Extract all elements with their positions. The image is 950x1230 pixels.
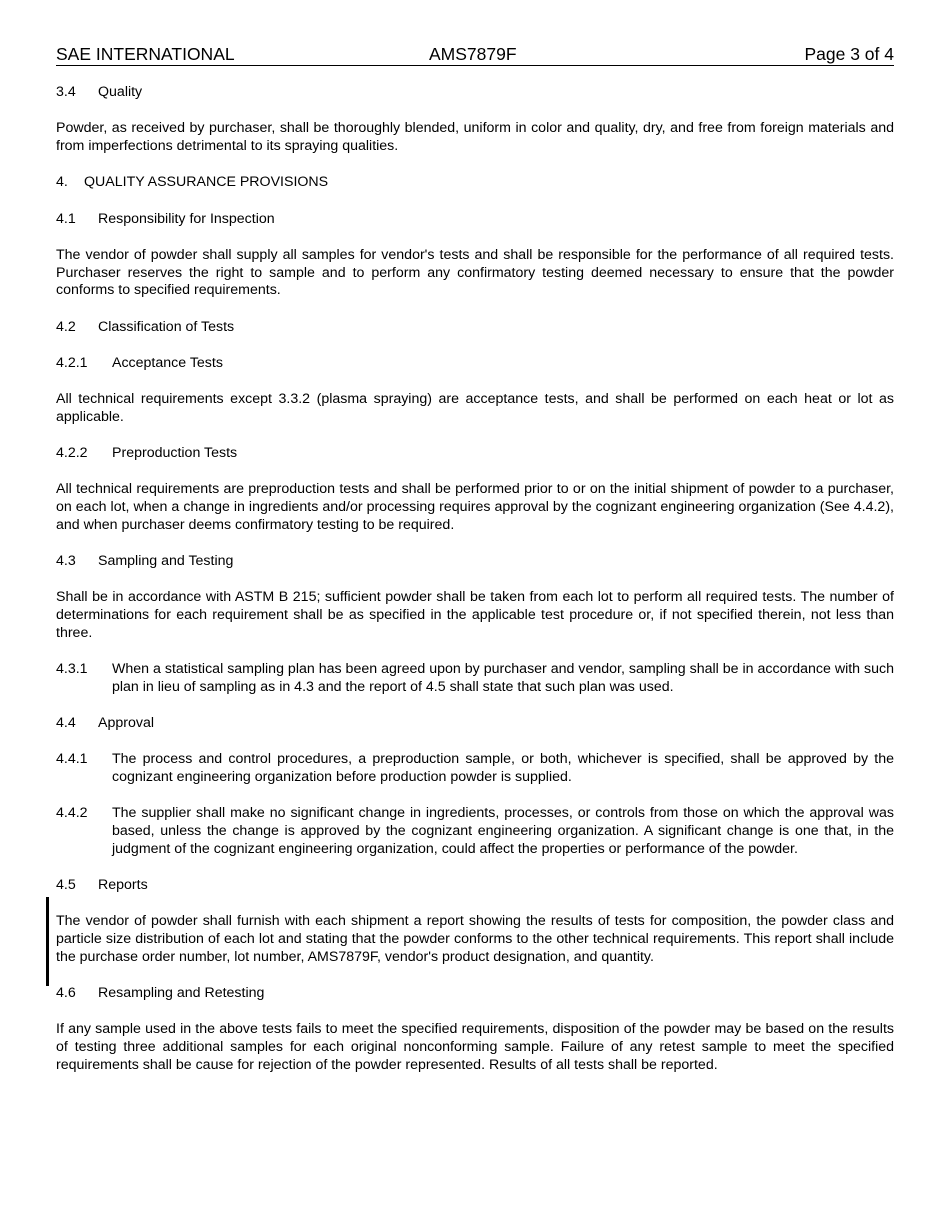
section-title: Responsibility for Inspection: [98, 210, 275, 227]
section-heading-4-1: [56, 211, 894, 229]
section-title: Preproduction Tests: [112, 445, 238, 462]
numbered-item-4-4-1: [56, 751, 894, 786]
numbered-item-4-4-2: [56, 805, 894, 858]
section-heading-4-2-1: [56, 355, 894, 373]
section-number: 4.1: [56, 210, 76, 227]
section-title: Resampling and Retesting: [98, 985, 265, 1002]
section-heading-4-4: [56, 715, 894, 733]
numbered-item-4-3-1: [56, 661, 894, 696]
section-heading-4-2: [56, 319, 894, 337]
paragraph-4-6: If any sample used in the above tests fails to meet the specified requirements, disposition of the powder may be based on the results of testing three additional samples for each original nonconforming sample. Failure of any retest sample to meet the specified requirements shall be cause for rejection of the powder represented. Results of all tests shall be reported.: [56, 1021, 894, 1073]
item-number: 4.4.2: [56, 805, 88, 822]
section-title: Acceptance Tests: [112, 354, 223, 371]
section-number: 4.4: [56, 715, 76, 732]
section-title: Quality: [98, 84, 143, 100]
section-title: QUALITY ASSURANCE PROVISIONS: [84, 174, 329, 191]
section-number: 4.2: [56, 318, 76, 335]
item-text: When a statistical sampling plan has been agreed upon by purchaser and vendor, sampling shall be in accordance with such plan in lieu of sampling as in 4.3 and the report of 4.5 shall state that such plan was used.: [112, 661, 894, 695]
header-organization: SAE INTERNATIONAL: [56, 44, 235, 64]
section-heading-4-2-2: [56, 445, 894, 463]
section-title: Classification of Tests: [98, 318, 235, 335]
paragraph-4-5: The vendor of powder shall furnish with each shipment a report showing the results of tests for composition, the powder class and particle size distribution of each lot and stating that the powder conforms to the other technical requirements. This report shall include the purchase order number, lot number, AMS7879F, vendor's product designation, and quantity.: [56, 913, 894, 965]
section-number: 4.3: [56, 553, 76, 570]
header-document-id: AMS7879F: [429, 44, 517, 64]
section-number: 4.6: [56, 985, 76, 1002]
paragraph-3-4: Powder, as received by purchaser, shall be thoroughly blended, uniform in color and quality, dry, and free from foreign materials and from imperfections detrimental to its spraying qualities.: [56, 120, 894, 154]
section-heading-4-3: [56, 553, 894, 571]
section-title: Reports: [98, 877, 148, 894]
section-number: 3.4: [56, 84, 76, 100]
section-number: 4.2.1: [56, 354, 88, 371]
section-number: 4.2.2: [56, 445, 88, 462]
revision-change-bar: [46, 897, 49, 986]
section-title: Sampling and Testing: [98, 553, 234, 570]
paragraph-4-1: The vendor of powder shall supply all samples for vendor's tests and shall be responsible for the performance of all required tests. Purchaser reserves the right to sample and to perform any confirmatory testing deemed necessary to ensure that the powder conforms to specified requirements.: [56, 246, 894, 299]
header-page-number: Page 3 of 4: [804, 44, 894, 64]
paragraph-4-2-2: All technical requirements are preproduction tests and shall be performed prior to or on the initial shipment of powder to a purchaser, on each lot, when a change in ingredients and/or processing requires approval by the cognizant engineering organization (See 4.4.2), and when purchaser deems confirmatory testing to be required.: [56, 481, 894, 533]
paragraph-4-2-1: All technical requirements except 3.3.2 (plasma spraying) are acceptance tests, and shall be performed on each heat or lot as applicable.: [56, 391, 894, 425]
item-text: The supplier shall make no significant change in ingredients, processes, or controls from those on which the approval was based, unless the change is approved by the cognizant engineering organization. A significant change is one that, in the judgment of the cognizant engineering organization, could affect the properties or performance of the powder.: [112, 805, 894, 857]
section-number: 4.: [56, 174, 68, 191]
section-heading-4: [56, 174, 894, 192]
section-heading-3-4: [56, 84, 894, 102]
document-body: [56, 84, 894, 1093]
section-heading-4-6: [56, 985, 894, 1003]
section-number: 4.5: [56, 877, 76, 894]
section-heading-4-5: [56, 877, 894, 895]
item-number: 4.4.1: [56, 751, 88, 768]
paragraph-4-3: Shall be in accordance with ASTM B 215; sufficient powder shall be taken from each lot to perform all required tests. The number of determinations for each requirement shall be as specified in the applicable test procedure or, if not specified therein, not less than three.: [56, 589, 894, 641]
page-header: [56, 44, 894, 66]
section-title: Approval: [98, 715, 154, 732]
item-number: 4.3.1: [56, 661, 88, 678]
item-text: The process and control procedures, a preproduction sample, or both, whichever is specified, shall be approved by the cognizant engineering organization before production powder is supplied.: [112, 751, 894, 786]
